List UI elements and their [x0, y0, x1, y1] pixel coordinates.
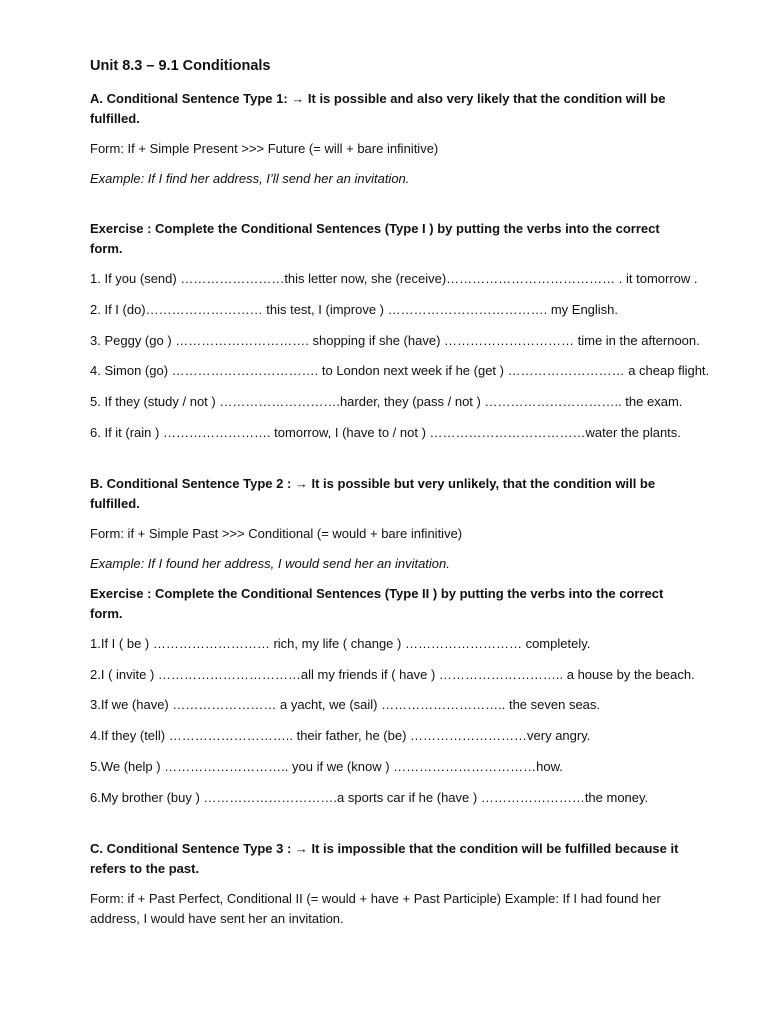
exercise-item: 4.If they (tell) ……………………….. their father, he (be) ………………………very angry. [90, 728, 591, 744]
section-b-heading: B. Conditional Sentence Type 2 : → It is possible but very unlikely, that the condition will be fulfilled. [90, 475, 656, 511]
section-c-form: Form: if + Past Perfect, Conditional II (= would + have + Past Participle) Example: If I had found her address, I would have sent her an invitation. [90, 890, 661, 926]
exercise-item: 3. Peggy (go ) …………………………. shopping if she (have) ………………………… time in the afternoon. [90, 332, 700, 348]
section-b-exercise-heading: Exercise : Complete the Conditional Sentences (Type II ) by putting the verbs into the correct form. [90, 585, 664, 621]
exercise-item: 2.I ( invite ) ……………………………all my friends if ( have ) ……………………….. a house by the beach. [90, 666, 695, 682]
exercise-item: 5.We (help ) ……………………….. you if we (know ) ……………………………how. [90, 758, 563, 774]
section-a-exercise-heading: Exercise : Complete the Conditional Sentences (Type I ) by putting the verbs into the correct form. [90, 221, 660, 256]
section-a-form: Form: If + Simple Present >>> Future (= will + bare infinitive) [90, 141, 439, 156]
section-a-example: Example: If I find her address, I’ll send her an invitation. [90, 171, 410, 186]
section-b-example: Example: If I found her address, I would send her an invitation. [90, 555, 450, 571]
exercise-item: 6.My brother (buy ) ………………………….a sports car if he (have ) ……………………the money. [90, 789, 649, 805]
exercise-item: 1.If I ( be ) ……………………… rich, my life ( change ) ……………………… completely. [90, 635, 591, 651]
page-title: Unit 8.3 – 9.1 Conditionals [90, 58, 271, 74]
worksheet-page [90, 56, 710, 939]
section-b-form: Form: if + Simple Past >>> Conditional (= would + bare infinitive) [90, 525, 463, 541]
exercise-item: 4. Simon (go) ……………………………. to London next week if he (get ) ……………………… a cheap flight. [90, 363, 710, 379]
section-a-heading: A. Conditional Sentence Type 1: → It is possible and also very likely that the condition will be fulfilled. [90, 91, 666, 126]
section-c-heading: C. Conditional Sentence Type 3 : → It is impossible that the condition will be fulfilled because it refers to the past. [90, 840, 679, 876]
exercise-item: 5. If they (study / not ) ……………………….harder, they (pass / not ) ………………………….. the exam. [90, 394, 683, 410]
exercise-item: 1. If you (send) ……………………this letter now, she (receive)………………………………… . it tomorrow . [90, 271, 698, 286]
exercise-item: 2. If I (do)……………………… this test, I (improve ) ………………………………. my English. [90, 301, 619, 317]
exercise-item: 3.If we (have) …………………… a yacht, we (sail) ……………………….. the seven seas. [90, 697, 601, 713]
exercise-item: 6. If it (rain ) ……………………. tomorrow, I (have to / not ) ………………………………water the plants. [90, 424, 681, 440]
